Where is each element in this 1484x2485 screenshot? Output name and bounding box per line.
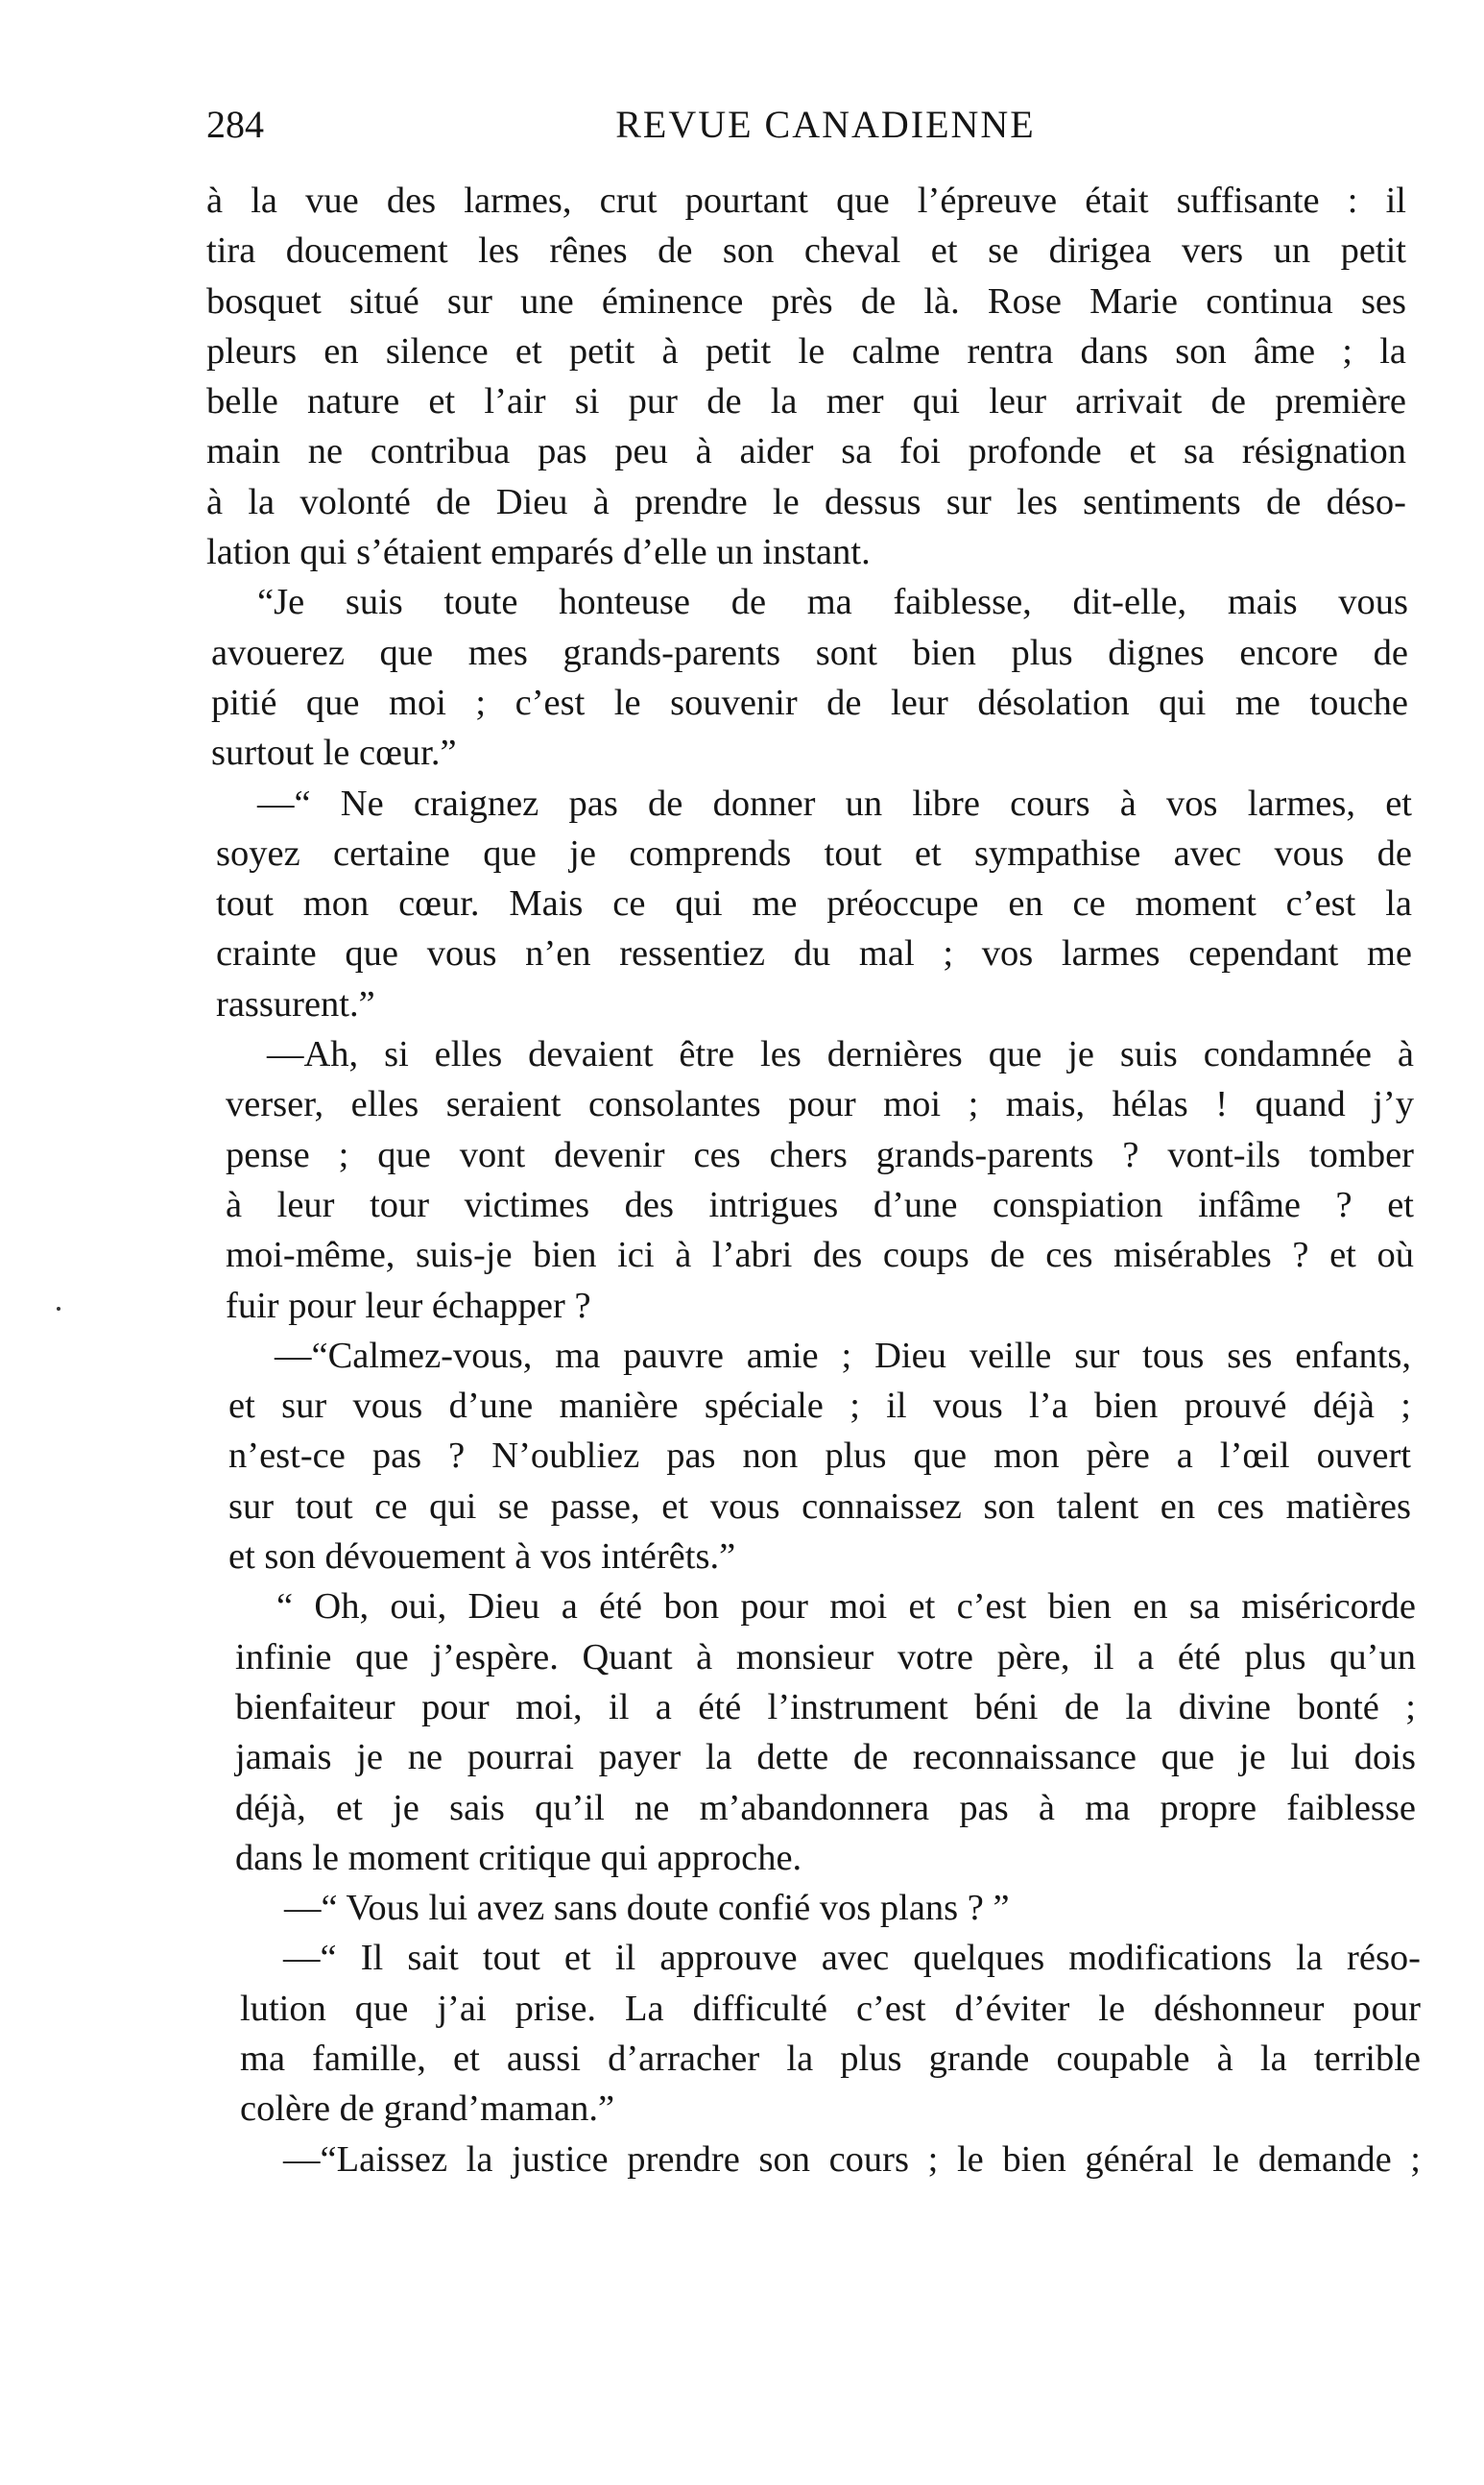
text-line: n’est-ce pas ? N’oubliez pas non plus que mon père a l’œil ouvert: [228, 1436, 1411, 1477]
text-line: —“ Vous lui avez sans doute confié vos plans ? ”: [284, 1888, 1010, 1929]
text-line: avouerez que mes grands-parents sont bien plus dignes encore de: [211, 632, 1408, 673]
text-line: —“Laissez la justice prendre son cours ; le bien général le demande ;: [283, 2138, 1421, 2180]
text-line: dans le moment critique qui approche.: [235, 1837, 802, 1878]
text-line: lation qui s’étaient emparés d’elle un instant.: [206, 532, 871, 573]
text-line: à la volonté de Dieu à prendre le dessus sur les sentiments de déso-: [206, 481, 1406, 522]
text-line: —“ Il sait tout et il approuve avec quelques modifications la réso-: [283, 1938, 1421, 1979]
text-line: bienfaiteur pour moi, il a été l’instrument béni de la divine bonté ;: [235, 1686, 1416, 1727]
text-line: et sur vous d’une manière spéciale ; il vous l’a bien prouvé déjà ;: [228, 1386, 1411, 1427]
text-line: pleurs en silence et petit à petit le calme rentra dans son âme ; la: [206, 330, 1406, 372]
text-line: ma famille, et aussi d’arracher la plus grande coupable à la terrible: [240, 2038, 1421, 2079]
text-line: infinie que j’espère. Quant à monsieur votre père, il a été plus qu’un: [235, 1636, 1416, 1677]
text-line: à leur tour victimes des intrigues d’une conspiation infâme ? et: [226, 1184, 1414, 1225]
text-line: belle nature et l’air si pur de la mer qui leur arrivait de première: [206, 381, 1406, 422]
paragraph: [206, 577, 1447, 778]
text-line: crainte que vous n’en ressentiez du mal ; vos larmes cependant me: [216, 933, 1412, 975]
text-line: soyez certaine que je comprends tout et sympathise avec vous de: [216, 832, 1412, 874]
paragraph: [206, 1933, 1447, 2134]
body-text: [206, 176, 1447, 2184]
text-line: fuir pour leur échapper ?: [226, 1285, 591, 1326]
text-line: rassurent.”: [216, 983, 375, 1025]
text-line: jamais je ne pourrai payer la dette de reconnaissance que je lui dois: [235, 1737, 1416, 1778]
page-number: 284: [206, 103, 264, 146]
text-line: sur tout ce qui se passe, et vous connaissez son talent en ces matières: [228, 1485, 1411, 1527]
text-line: verser, elles seraient consolantes pour moi ; mais, hélas ! quand j’y: [226, 1084, 1414, 1125]
text-line: —Ah, si elles devaient être les dernières que je suis condamnée à: [267, 1034, 1414, 1075]
text-line: “Je suis toute honteuse de ma faiblesse, dit-elle, mais vous: [257, 582, 1408, 623]
text-line: colère de grand’maman.”: [240, 2088, 615, 2130]
text-line: tout mon cœur. Mais ce qui me préoccupe en ce moment c’est la: [216, 883, 1412, 925]
running-head: REVUE CANADIENNE: [615, 103, 1036, 146]
text-line: surtout le cœur.”: [211, 733, 457, 774]
text-line: “ Oh, oui, Dieu a été bon pour moi et c’est bien en sa miséricorde: [276, 1586, 1416, 1628]
paragraph: [206, 1029, 1447, 1331]
text-line: bosquet situé sur une éminence près de là. Rose Marie continua ses: [206, 280, 1406, 322]
paragraph: [206, 779, 1447, 1029]
paragraph: [206, 1581, 1447, 1883]
margin-speck: [57, 1307, 60, 1311]
text-line: pitié que moi ; c’est le souvenir de leur désolation qui me touche: [211, 682, 1408, 723]
paragraph: [206, 1331, 1447, 1581]
paragraph: [206, 1883, 1447, 1933]
text-line: —“ Ne craignez pas de donner un libre cours à vos larmes, et: [257, 783, 1412, 824]
text-line: tira doucement les rênes de son cheval et se dirigea vers un petit: [206, 230, 1406, 272]
text-line: main ne contribua pas peu à aider sa foi profonde et sa résignation: [206, 431, 1406, 472]
text-line: pense ; que vont devenir ces chers grands-parents ? vont-ils tomber: [226, 1134, 1414, 1175]
text-line: à la vue des larmes, crut pourtant que l’épreuve était suffisante : il: [206, 181, 1406, 221]
text-line: —“Calmez-vous, ma pauvre amie ; Dieu veille sur tous ses enfants,: [275, 1335, 1411, 1376]
text-line: déjà, et je sais qu’il ne m’abandonnera pas à ma propre faiblesse: [235, 1787, 1416, 1828]
text-line: et son dévouement à vos intérêts.”: [228, 1536, 736, 1578]
paragraph: [206, 2135, 1447, 2184]
paragraph: [206, 176, 1447, 577]
text-line: lution que j’ai prise. La difficulté c’est d’éviter le déshonneur pour: [240, 1988, 1421, 2029]
page-header: [206, 96, 1445, 154]
text-line: moi-même, suis-je bien ici à l’abri des coups de ces misérables ? et où: [226, 1235, 1414, 1276]
